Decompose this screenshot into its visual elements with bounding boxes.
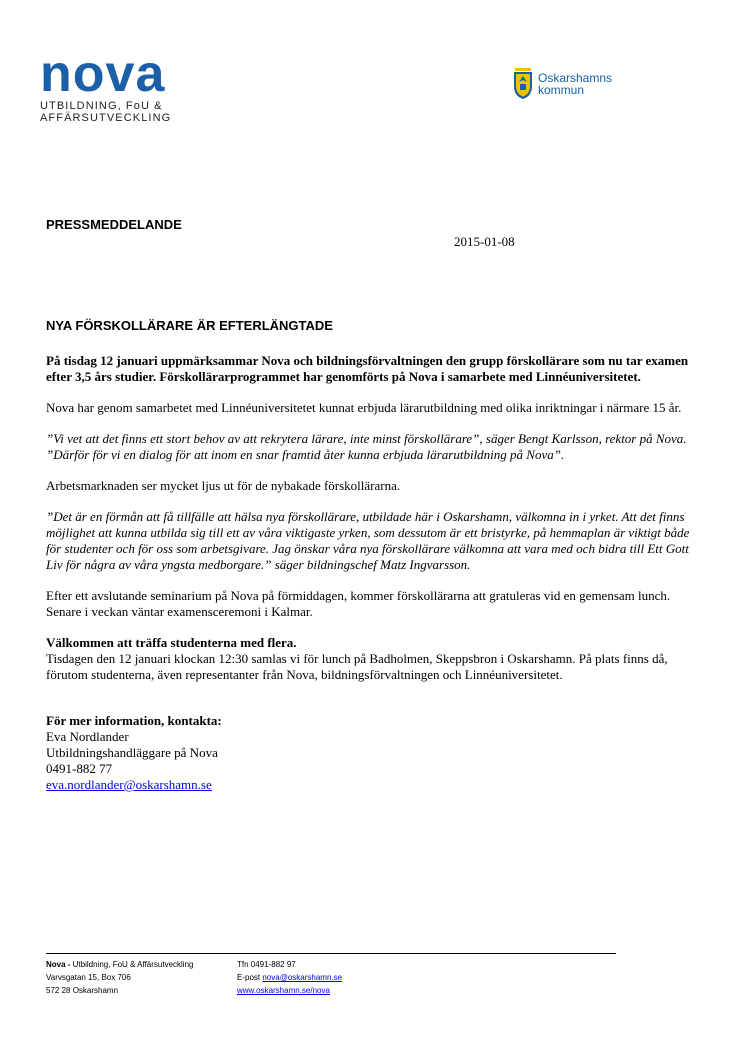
coat-of-arms-icon	[512, 68, 534, 100]
paragraph-3: Efter ett avslutande seminarium på Nova på förmiddagen, kommer förskollärarna att gratuleras vid en gemensam lunch. Senare i veckan väntar examensceremoni i Kalmar.	[46, 588, 671, 619]
paragraph-2: Arbetsmarknaden ser mycket ljus ut för de nybakade förskollärarna.	[46, 478, 401, 493]
contact-title: För mer information, kontakta:	[46, 713, 222, 728]
kommun-name-line2: kommun	[538, 83, 585, 97]
press-release-body	[46, 318, 706, 793]
document-type-label: PRESSMEDDELANDE	[46, 217, 182, 232]
oskarshamn-kommun-logo	[512, 68, 612, 100]
paragraph-1: Nova har genom samarbetet med Linnéuniversitetet kunnat erbjuda lärarutbildning med olika inriktningar i närmare 15 år.	[46, 400, 682, 415]
contact-block	[46, 713, 706, 793]
document-date: 2015-01-08	[454, 234, 515, 249]
nova-logo	[40, 45, 190, 124]
footer-contact-column	[237, 958, 342, 997]
headline: NYA FÖRSKOLLÄRARE ÄR EFTERLÄNGTADE	[46, 318, 333, 333]
contact-name: Eva Nordlander	[46, 729, 129, 744]
footer-divider	[46, 953, 616, 954]
footer-org-bold: Nova -	[46, 960, 71, 969]
welcome-title: Välkommen att träffa studenterna med flera.	[46, 635, 297, 650]
kommun-name-line1: Oskarshamns	[538, 71, 613, 85]
nova-logo-word: nova	[40, 45, 166, 103]
footer-address-column	[46, 958, 193, 997]
welcome-text: Tisdagen den 12 januari klockan 12:30 samlas vi för lunch på Badholmen, Skeppsbron i Oskarshamn. På plats finns då, förutom studenterna, även representanter från Nova, bildningsförvaltningen och Linnéuniversitetet.	[46, 651, 668, 682]
footer-phone: Tfn 0491-882 97	[237, 960, 296, 969]
quote-ingvarsson: ”Det är en förmån att få tillfälle att hälsa nya förskollärare, utbildade här i Oskarshamn, välkomna in i yrket. Att det finns möjlighet att kunna utbilda sig till ett av våra viktigaste yrken, som dessutom är ett bristyrke, på hemmaplan är viktigt både för studenter och för oss som arbetsgivare. Jag önskar våra nya förskollärare välkomna att vara med och bidra till Ett Gott Liv för några av våra yngsta medborgare.” säger bildningschef Matz Ingvarsson.	[46, 509, 690, 572]
contact-role: Utbildningshandläggare på Nova	[46, 745, 218, 760]
contact-email-link[interactable]: eva.nordlander@oskarshamn.se	[46, 777, 212, 792]
footer-org-name: Utbildning, FoU & Affärsutveckling	[70, 960, 194, 969]
lead-paragraph: På tisdag 12 januari uppmärksammar Nova och bildningsförvaltningen den grupp förskollärare som nu tar examen efter 3,5 års studier. Förskollärarprogrammet har genomförts på Nova i samarbete med Linnéuniversitetet.	[46, 353, 689, 384]
nova-logo-subtitle-1: UTBILDNING, FoU &	[40, 100, 163, 112]
footer-web-link[interactable]: www.oskarshamn.se/nova	[237, 986, 330, 995]
footer-email-label: E-post	[237, 973, 263, 982]
nova-logo-subtitle-2: AFFÄRSUTVECKLING	[40, 112, 172, 124]
contact-phone: 0491-882 77	[46, 761, 113, 776]
footer-address: Varvsgatan 15, Box 706	[46, 973, 131, 982]
quote-karlsson: ”Vi vet att det finns ett stort behov av att rekrytera lärare, inte minst förskollärare”, säger Bengt Karlsson, rektor på Nova. ”Därför för vi en dialog för att inom en snar framtid åter kunna erbjuda lärarutbildning på Nova”.	[46, 431, 687, 462]
footer-postal: 572 28 Oskarshamn	[46, 986, 119, 995]
footer-email-link[interactable]: nova@oskarshamn.se	[262, 973, 343, 982]
